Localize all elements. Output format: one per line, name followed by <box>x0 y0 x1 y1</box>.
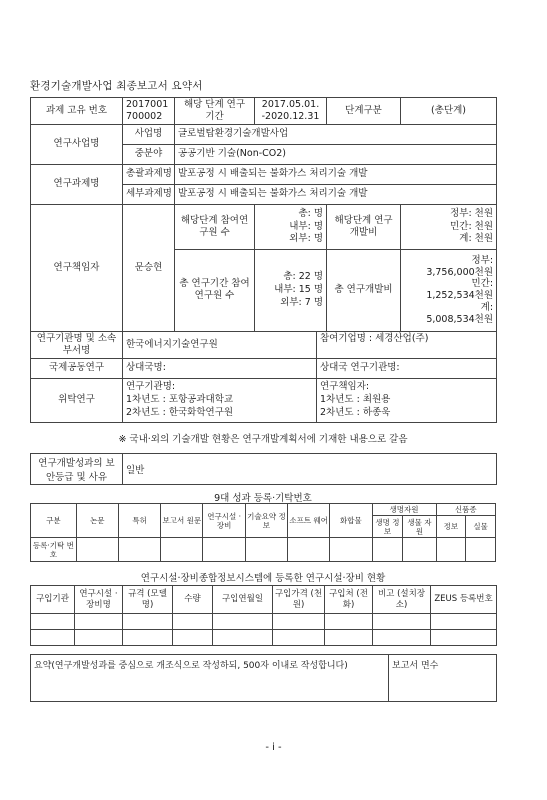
stage-type-label: 단계구분 <box>327 98 401 125</box>
summary-main-table <box>30 97 497 423</box>
pi-label: 연구책임자 <box>31 204 123 331</box>
sum-cost-value: 5,008,534천원 <box>426 314 494 325</box>
equip-cell <box>31 614 75 630</box>
perf-cell <box>288 538 330 562</box>
equip-cell <box>373 630 431 646</box>
performance-table <box>30 503 496 562</box>
equip-header-vendor: 구입처 (전화) <box>325 586 373 614</box>
equip-header-price: 구입가격 (천원) <box>273 586 325 614</box>
perf-cell <box>245 538 287 562</box>
gov-cost-label: 정부: <box>471 254 494 266</box>
sum-cost-label: 계: <box>480 302 494 314</box>
stage-cost-label: 해당단계 연구개발비 <box>327 204 401 249</box>
summary-label: 요약(연구개발성과를 중심으로 개조식으로 작성하되, 500자 이내로 작성합니다) <box>31 655 389 702</box>
stage-researchers-label: 해당단계 참여연구원 수 <box>175 204 255 249</box>
equip-cell <box>75 614 123 630</box>
private-cost-value: 1,252,534천원 <box>426 290 494 302</box>
equipment-title: 연구시설·장비종합정보시스템에 등록한 연구시설·장비 현황 <box>140 573 386 584</box>
equip-header-zeus: ZEUS 등록번호 <box>431 586 497 614</box>
consign-org-year1: 1차년도 : 포항공과대학교 <box>126 393 234 405</box>
perf-header-bio-res: 생물 자원 <box>403 516 436 538</box>
consign-org-label: 연구기관명: <box>126 381 176 393</box>
perf-header-patent: 특허 <box>118 504 160 538</box>
pi-name: 문승현 <box>123 204 175 331</box>
equip-cell <box>273 614 325 630</box>
org-label: 연구기관명 및 소속 부서명 <box>31 331 123 358</box>
stage-type-value: (총단계) <box>401 98 497 125</box>
perf-cell <box>372 538 403 562</box>
total-cost-label: 총 연구개발비 <box>327 249 401 331</box>
intl-label: 국제공동연구 <box>31 358 123 378</box>
business-name-label: 사업명 <box>123 124 175 144</box>
project-id-value: 2017001700002 <box>123 98 175 125</box>
overall-title-value: 발포공정 시 배출되는 불화가스 처리기술 개발 <box>175 164 497 184</box>
consign-pi-label: 연구책임자: <box>320 381 370 393</box>
equip-header-note: 비고 (설치장소) <box>373 586 431 614</box>
equip-header-org: 구입기관 <box>31 586 75 614</box>
perf-header-variety: 신품종 <box>436 504 495 516</box>
perf-cell <box>118 538 160 562</box>
business-name-value: 글로벌탑환경기술개발사업 <box>175 124 497 144</box>
perf-header-paper: 논문 <box>76 504 118 538</box>
partner-company: 참여기업명 : 세경산업(주) <box>317 331 497 358</box>
total-internal-researchers: 내부: 15 명 <box>274 283 324 295</box>
equip-cell <box>431 614 497 630</box>
detail-title-value: 발포공정 시 배출되는 불화가스 처리기술 개발 <box>175 184 497 204</box>
perf-header-bio-info: 생명 정보 <box>372 516 403 538</box>
stage-private-cost: 민간: 천원 <box>450 220 494 232</box>
equip-cell <box>373 614 431 630</box>
perf-header-variety-info: 정보 <box>436 516 466 538</box>
equip-header-name: 연구시설 · 장비명 <box>75 586 123 614</box>
perf-header-variety-real: 실물 <box>466 516 496 538</box>
total-researchers-label: 총 연구기간 참여연구원 수 <box>175 249 255 331</box>
security-table <box>30 453 497 485</box>
perf-cell <box>436 538 466 562</box>
perf-cell <box>403 538 436 562</box>
perf-row-label: 등록·기탁 번호 <box>31 538 77 562</box>
stage-external-researchers: 외부: 명 <box>289 232 324 244</box>
performance-title: 9대 성과 등록·기탁번호 <box>214 493 312 504</box>
perf-cell <box>161 538 203 562</box>
intl-partner-org: 상대국 연구기관명: <box>317 358 497 378</box>
total-external-researchers: 외부: 7 명 <box>280 296 324 308</box>
equip-cell <box>173 614 213 630</box>
equip-cell <box>75 630 123 646</box>
perf-cell <box>330 538 372 562</box>
equip-cell <box>325 630 373 646</box>
summary-table <box>30 654 497 702</box>
gov-cost-value: 3,756,000천원 <box>426 266 494 278</box>
intl-partner-country: 상대국명: <box>123 358 317 378</box>
mid-field-value: 공공기반 기술(Non-CO2) <box>175 144 497 164</box>
perf-header-software: 소프트 웨어 <box>288 504 330 538</box>
consign-pi-year2: 2차년도 : 하종욱 <box>320 406 391 418</box>
perf-cell <box>466 538 496 562</box>
stage-period-value: 2017.05.01. -2020.12.31 <box>255 98 327 125</box>
page-number: - i - <box>265 742 282 753</box>
equip-cell <box>31 630 75 646</box>
notice-text: ※ 국내·외의 기술개발 현황은 연구개발계획서에 기재한 내용으로 갈음 <box>118 434 408 445</box>
perf-header-bio: 생명자원 <box>372 504 436 516</box>
mid-field-label: 중분야 <box>123 144 175 164</box>
equip-cell <box>273 630 325 646</box>
total-researchers: 총: 22 명 <box>283 271 324 283</box>
private-cost-label: 민간: <box>471 278 494 290</box>
consign-pi-year1: 1차년도 : 최원용 <box>320 393 391 405</box>
equip-header-buydate: 구입연월일 <box>213 586 273 614</box>
project-title-label: 연구과제명 <box>31 164 123 204</box>
consign-org-year2: 2차년도 : 한국화학연구원 <box>126 406 234 418</box>
consign-label: 위탁연구 <box>31 378 123 422</box>
report-pages-label: 보고서 면수 <box>389 655 497 702</box>
detail-title-label: 세부과제명 <box>123 184 175 204</box>
security-value: 일반 <box>123 454 497 485</box>
security-label: 연구개발성과의 보안등급 및 사유 <box>31 454 123 485</box>
perf-header-type: 구분 <box>31 504 77 538</box>
equip-header-qty: 수량 <box>173 586 213 614</box>
equip-cell <box>213 630 273 646</box>
stage-internal-researchers: 내부: 명 <box>289 220 324 232</box>
org-value: 한국에너지기술연구원 <box>123 331 317 358</box>
equip-cell <box>123 614 173 630</box>
program-label: 연구사업명 <box>31 124 123 164</box>
stage-gov-cost: 정부: 천원 <box>450 208 494 220</box>
equip-cell <box>213 614 273 630</box>
equip-header-spec: 규격 (모델명) <box>123 586 173 614</box>
overall-title-label: 총괄과제명 <box>123 164 175 184</box>
project-id-label: 과제 고유 번호 <box>31 98 123 125</box>
perf-cell <box>203 538 245 562</box>
equipment-table <box>30 585 497 646</box>
perf-header-report: 보고서 원문 <box>161 504 203 538</box>
perf-header-compound: 화합물 <box>330 504 372 538</box>
perf-header-facility: 연구시설 ·장비 <box>203 504 245 538</box>
stage-sum-cost: 계: 천원 <box>459 232 494 244</box>
stage-period-label: 해당 단계 연구 기간 <box>175 98 255 125</box>
perf-cell <box>76 538 118 562</box>
stage-total-researchers: 총: 명 <box>298 208 324 220</box>
equip-cell <box>123 630 173 646</box>
perf-header-tech: 기술요약 정보 <box>245 504 287 538</box>
equip-cell <box>325 614 373 630</box>
equip-cell <box>173 630 213 646</box>
equip-cell <box>431 630 497 646</box>
document-title: 환경기술개발사업 최종보고서 요약서 <box>30 80 203 92</box>
